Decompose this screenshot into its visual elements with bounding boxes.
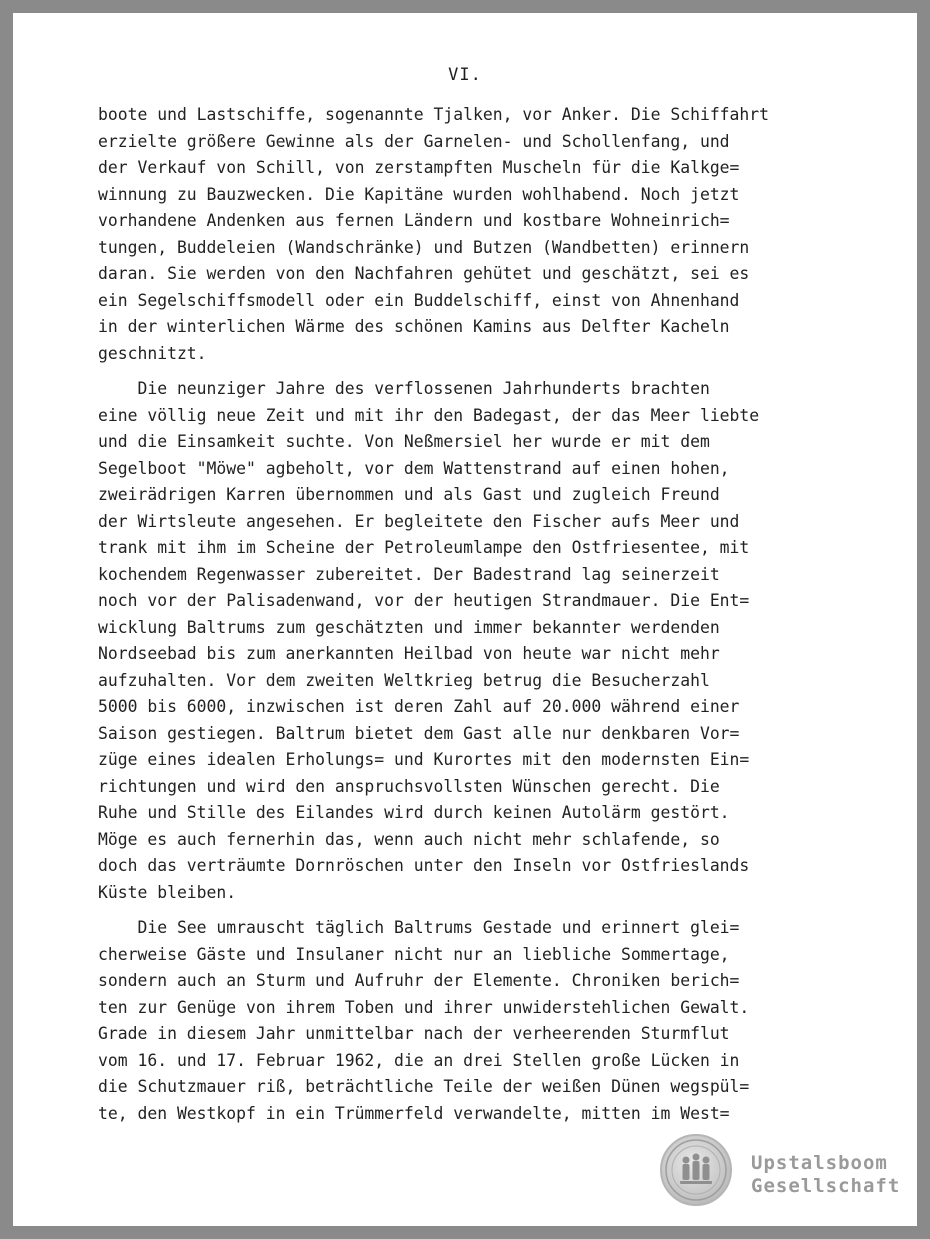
text-line: erzielte größere Gewinne als der Garnelen- und Schollenfang, und (98, 131, 730, 151)
text-line: winnung zu Bauzwecken. Die Kapitäne wurden wohlhabend. Noch jetzt (98, 184, 740, 204)
document-page (13, 13, 917, 1226)
text-line: cherweise Gäste und Insulaner nicht nur an liebliche Sommertage, (98, 944, 730, 964)
seal-figures-icon (662, 1136, 730, 1204)
text-line: Grade in diesem Jahr unmittelbar nach der verheerenden Sturmflut (98, 1024, 730, 1043)
text-line: richtungen und wird den anspruchsvollsten Wünschen gerecht. Die (98, 776, 720, 796)
text-line: 5000 bis 6000, inzwischen ist deren Zahl auf 20.000 während einer (98, 697, 740, 716)
text-line: kochendem Regenwasser zubereitet. Der Badestrand lag seinerzeit (98, 564, 720, 584)
text-line: tungen, Buddeleien (Wandschränke) und Butzen (Wandbetten) erinnern (98, 237, 750, 257)
text-line: vom 16. und 17. Februar 1962, die an drei Stellen große Lücken in (98, 1050, 740, 1070)
text-line: und die Einsamkeit suchte. Von Neßmersiel her wurde er mit dem (98, 432, 710, 451)
text-line: Nordseebad bis zum anerkannten Heilbad von heute war nicht mehr (98, 644, 720, 663)
text-line: vorhandene Andenken aus fernen Ländern und kostbare Wohneinrich= (98, 211, 730, 230)
text-line: der Verkauf von Schill, von zerstampften Muscheln für die Kalkge= (98, 158, 740, 177)
text-line: ten zur Genüge von ihrem Toben und ihrer unwiderstehlichen Gewalt. (98, 997, 750, 1017)
text-line: die Schutzmauer riß, beträchtliche Teile der weißen Dünen wegspül= (98, 1077, 750, 1096)
watermark-line-2: Gesellschaft (751, 1175, 901, 1197)
text-line: züge eines idealen Erholungs= und Kurortes mit den modernsten Ein= (98, 750, 750, 769)
text-line: noch vor der Palisadenwand, vor der heutigen Strandmauer. Die Ent= (98, 591, 750, 610)
text-line: te, den Westkopf in ein Trümmerfeld verwandelte, mitten im West= (98, 1103, 730, 1123)
text-line: Segelboot "Möwe" agbeholt, vor dem Wattenstrand auf einen hohen, (98, 458, 730, 478)
text-line: wicklung Baltrums zum geschätzten und immer bekannter werdenden (98, 617, 720, 637)
text-line: der Wirtsleute angesehen. Er begleitete den Fischer aufs Meer und (98, 511, 740, 531)
text-line: Saison gestiegen. Baltrum bietet dem Gast alle nur denkbaren Vor= (98, 723, 740, 743)
watermark-line-1: Upstalsboom (751, 1152, 888, 1174)
text-line: Die neunziger Jahre des verflossenen Jahrhunderts brachten (98, 379, 710, 398)
seal-logo-icon (660, 1134, 732, 1206)
text-line: trank mit ihm im Scheine der Petroleumlampe den Ostfriesentee, mit (98, 538, 750, 557)
text-line: daran. Sie werden von den Nachfahren gehütet und geschätzt, sei es (98, 264, 750, 283)
text-line: sondern auch an Sturm und Aufruhr der Elemente. Chroniken berich= (98, 971, 740, 990)
text-line: doch das verträumte Dornröschen unter den Inseln vor Ostfrieslands (98, 856, 750, 875)
text-line: ein Segelschiffsmodell oder ein Buddelschiff, einst von Ahnenhand (98, 290, 740, 310)
text-line: Möge es auch fernerhin das, wenn auch nicht mehr schlafende, so (98, 829, 720, 849)
watermark-logo-text (751, 1152, 900, 1198)
paragraph-3 (98, 915, 838, 1127)
text-line: Ruhe und Stille des Eilandes wird durch keinen Autolärm gestört. (98, 803, 730, 822)
text-line: boote und Lastschiffe, sogenannte Tjalken, vor Anker. Die Schiffahrt (98, 105, 770, 124)
paragraph-2 (98, 376, 838, 906)
document-body (98, 102, 838, 1136)
text-line: in der winterlichen Wärme des schönen Kamins aus Delfter Kacheln (98, 317, 730, 336)
text-line: aufzuhalten. Vor dem zweiten Weltkrieg betrug die Besucherzahl (98, 670, 710, 690)
page-number: VI. (448, 65, 482, 85)
text-line: eine völlig neue Zeit und mit ihr den Badegast, der das Meer liebte (98, 405, 760, 425)
paragraph-1 (98, 102, 838, 367)
text-line: geschnitzt. (98, 343, 207, 363)
text-line: Küste bleiben. (98, 882, 237, 902)
text-line: Die See umrauscht täglich Baltrums Gestade und erinnert glei= (98, 918, 740, 937)
text-line: zweirädrigen Karren übernommen und als Gast und zugleich Freund (98, 485, 720, 504)
